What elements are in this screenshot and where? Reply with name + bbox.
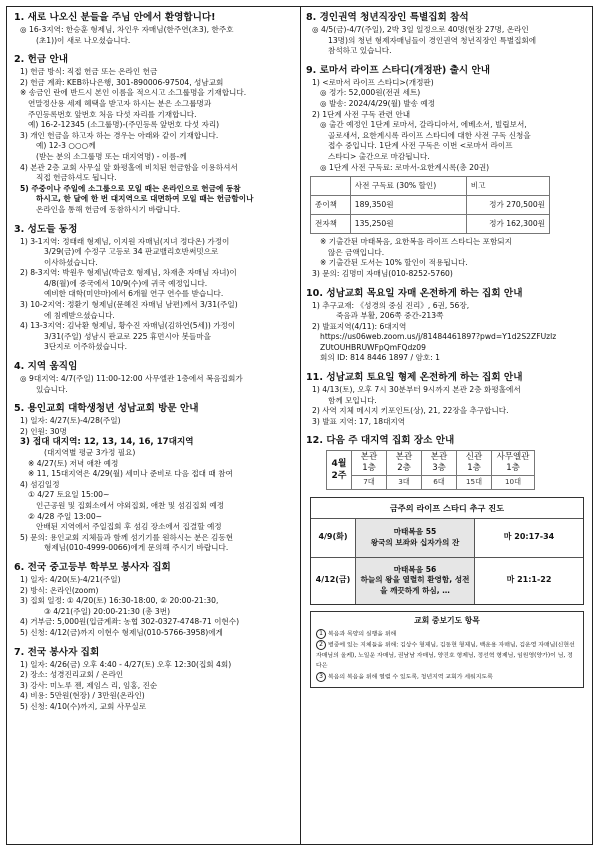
text-line: 2) 1단계 사전 구독 관련 안내 [312,109,411,119]
text-line: 골로새서, 요한계시록 라이프 스타디에 대한 사전 구독 신청을 [328,130,531,140]
section-title: 10. 성남교회 목요일 자매 온전하게 하는 집회 안내 [306,287,523,299]
text-line: 5) 주중이나 주일에 소그룹으로 모일 때는 온라인으로 헌금에 동참 [20,183,241,193]
section-welcome [14,11,297,46]
text-line: 인근공원 및 집회소에서 야외집회, 애찬 및 섬김집회 예정 [36,500,225,510]
prayer-item: 1 복음과 목양의 실행을 위해 [316,629,578,640]
study-book: 마태복음 55 [393,527,437,537]
text-line: 5) 문의: 용인교회 지체들과 함께 섬기기를 원하시는 분은 김동현 [20,532,234,542]
place-cell: 사무엘관 1층 [492,451,535,476]
number-two-icon: 2 [316,640,326,650]
group-cell: 7대 [352,476,387,490]
section-title: 5. 용인교회 대학생청년 성남교회 방문 안내 [14,403,199,415]
text-line: ◎ 9대지역: 4/7(주일) 11:00-12:00 사무엘관 1층에서 복음집회가 [20,374,243,384]
text-line: ※ 송금인 란에 반드시 본인 이름을 적으시고 소그룹명을 기재합니다. [20,88,247,98]
text-line: ※ 11, 15대지역은 4/29(월) 세미나 준비로 다음 접대 때 참여 [28,469,233,479]
table-cell: 135,250원 [350,215,466,234]
text-line: 1) 헌금 방식: 직접 헌금 또는 온라인 헌금 [20,67,158,77]
table-cell: 종이책 [311,196,351,215]
week-label: 4월 2주 [327,451,352,490]
text-line: 죽음과 부활, 206쪽 중간-213쪽 [336,311,444,321]
text-line: 에 침례받으셨습니다. [44,310,115,320]
place-cell: 본관 1층 [352,451,387,476]
text-line: 2) 8-3지역: 박원우 형제님(박금호 형제님, 차재춘 자매님 자녀)이 [20,268,237,278]
text-line: 접수 중입니다. 1단계 사전 구독은 이번 <로마서 라이프 [328,141,513,151]
text-line: 있습니다. [36,384,68,394]
zoom-link[interactable]: ZUtOUHBRUWFpQmFQdz09 [320,342,426,352]
text-line: ◎ 정가: 52,000원(전권 세트) [320,88,421,98]
section-meeting-places [306,434,588,490]
place-cell: 본관 2층 [387,451,422,476]
text-line: ① 4/27 토요일 15:00~ [28,490,110,500]
text-line: 1) 4/13(토), 오후 7시 30분부터 9시까지 본관 2층 화평홀에서 [312,385,521,395]
text-line: 2) 헌금 계좌: KEB하나은행, 301-890006-97504, 성남교회 [20,77,224,87]
text-line: ③ 4/21(주일) 20:00-21:30 (총 3번) [44,606,171,616]
text-line: ◎ 16-3지역: 한승훈 형제님, 차인우 자매님(한주연(초3), 한주호 [20,25,234,34]
meeting-id: 회의 ID: 814 8446 1897 / 암호: 1 [320,353,440,363]
text-line: 하시고, 한 달에 한 번 대지역으로 대면하여 모일 때는 헌금함이나 [36,194,254,204]
number-three-icon: 3 [316,672,326,682]
section-title: 2. 헌금 안내 [14,54,69,66]
text-line: ◎ 4/5(금)-4/7(주일), 2박 3일 일정으로 40명(현장 27명, 온라인 [312,25,529,34]
section-title: 9. 로마서 라이프 스타디(개정판) 출시 안내 [306,64,491,76]
text-line: 3) 발표 지역: 17, 18대지역 [312,416,406,426]
section-title: 7. 전국 봉사자 집회 [14,646,100,658]
section-yongin-visit [14,402,297,554]
text-line: 1) 추구교재: 《성경의 중심 진리》, 6권, 56장, [312,300,470,310]
text-line: 이사하셨습니다. [44,257,98,267]
text-line: ② 4/28 주일 13:00~ [28,511,103,521]
text-line: 2) 장소: 성경진리교회 / 온라인 [20,670,124,680]
right-column [306,9,588,688]
section-servers-meeting [14,646,297,713]
text-line: 참석하고 있습니다. [328,46,392,56]
text-line: ◎ 발송: 2024/4/29(월) 발송 예정 [320,98,436,108]
text-line: 2) 발표지역(4/11): 6대지역 [312,321,407,331]
study-date: 4/9(화) [311,518,356,557]
place-cell: 신관 1층 [457,451,492,476]
section-sisters-meeting [306,287,588,365]
text-line: 직접 헌금하셔도 됩니다. [36,173,117,183]
text-line: 3/31(주일) 성남시 판교로 225 휴먼시아 봇들마을 [44,331,211,341]
group-cell: 6대 [422,476,457,490]
box-title: 금주의 라이프 스타디 추구 진도 [389,503,505,514]
text-line: 온라인을 통해 헌금에 동참하시기 바랍니다. [36,204,181,214]
text-line: 3) 접대 대지역: 12, 13, 14, 16, 17대지역 [20,437,194,448]
life-study-table [311,518,583,604]
text-line: ※ 기출간된 마태복음, 요한복음 라이프 스타디는 포함되지 [320,237,512,247]
section-title: 6. 전국 중고등부 학부모 봉사자 집회 [14,561,171,573]
group-cell: 3대 [387,476,422,490]
text-line: (받는 분의 소그룹명 또는 대지역명) - 이름-께 [36,151,187,161]
section-youth-conference [306,11,588,57]
prayer-title: 교회 중보기도 항목 [414,615,480,625]
text-line: ◎ 1단계 사전 구독료: 로마서-요한계시록(총 20권) [320,162,490,172]
place-cell: 본관 3층 [422,451,457,476]
table-cell [311,177,351,196]
section-title: 12. 다음 주 대지역 집회 장소 안내 [306,435,455,447]
text-line: 2) 인원: 30명 [20,426,67,436]
group-cell: 10대 [492,476,535,490]
text-line: 예) 16-2-12345 (소그룹명)-(주민등록 앞번호 다섯 자리) [28,120,220,130]
text-line: 형제님(010-4999-0066)에게 문의해 주시기 바랍니다. [44,543,229,553]
text-line: 연말정산용 세제 혜택을 받고자 하시는 분은 소그룹명과 [28,98,212,108]
text-line: 1) 3-1지역: 정태래 형제님, 이지원 자매님(지녀 정다온) 가정이 [20,236,230,246]
section-member-news [14,223,297,354]
text-line: 스타디> 출간으로 마감됩니다. [328,151,430,161]
text-line: 함께 모입니다. [328,395,377,405]
text-line: ※ 4/27(토) 저녁 애찬 예정 [28,458,119,468]
study-book: 마태복음 56 [393,564,437,574]
section-brothers-meeting [306,371,588,427]
text-line: 4) 비용: 5만원(현장) / 3만원(온라인) [20,691,145,701]
study-subject: 하늘의 왕을 열렬히 환영함, 성전을 깨끗하게 하심, … [360,575,470,595]
section-title: 3. 성도들 동정 [14,223,78,235]
table-cell: 정가 162,300원 [466,215,549,234]
number-one-icon: 1 [316,629,326,639]
text-line: ※ 기출간된 도서는 10% 할인이 적용됩니다. [320,258,468,268]
section-region-activity [14,360,297,395]
study-reference: 마 20:17-34 [475,518,584,557]
table-row [311,196,550,215]
prayer-box [310,611,584,688]
subscription-price-table [310,176,550,234]
text-line: 5) 신청: 4/10(수)까지, 교회 사무실로 [20,701,147,711]
prayer-item: 3 복음의 복음을 위해 열렬 수 있도록, 청년지역 교회가 세워지도록 [316,672,578,683]
bulletin-page [6,6,593,845]
text-line: 2) 방식: 온라인(zoom) [20,585,99,595]
study-reference: 마 21:1-22 [475,557,584,604]
text-line: 4) 본관 2층 교회 사무실 앞 화평홀에 비치된 헌금함을 이용하셔서 [20,162,238,172]
prayer-item: 2 병중에 있는 지체들을 위해: 김상수 형제님, 김동현 형제님, 백운용 자매님, 김운영 자매님(신현선 자매님의 올케), 노일운 자매님, 권남남 자매님, 양진호 형제님, 정선혁 형제님, 임원영(양가)이 님, 정다은 [316,641,575,670]
group-cell: 15대 [457,476,492,490]
text-line: 3) 개인 헌금을 하고자 하는 경우는 아래와 같이 기재합니다. [20,130,219,140]
text-line: 1) 일자: 4/27(토)-4/28(주일) [20,416,121,426]
text-line: 1) <로마서 라이프 스타디>(개정판) [312,77,434,87]
study-topic [356,557,475,604]
text-line: 예) 12-3 ○○○께 [36,141,96,151]
text-line: 예비한 대학(미얀마)에서 6개월 연구 연수를 받습니다. [44,289,224,299]
table-cell: 사전 구독료 (30% 할인) [350,177,466,196]
text-line: 4) 거부금: 5,000원(입금계좌: 농협 302-0327-4748-71 이현수) [20,617,240,627]
meeting-place-table [326,450,535,490]
study-topic [356,518,475,557]
study-date: 4/12(금) [311,557,356,604]
text-line: 1) 일자: 4/20(토)-4/21(주일) [20,574,121,584]
text-line: 4/8(월)에 중국에서 10/9(수)에 귀국 예정입니다. [44,278,208,288]
table-header-row [311,177,550,196]
study-subject: 왕국의 보좌와 십자가의 잔 [370,537,460,547]
table-cell: 전자책 [311,215,351,234]
prayer-list [311,629,583,687]
table-row [311,215,550,234]
section-title: 1. 새로 나오신 분들을 주님 안에서 환영합니다! [14,12,216,23]
text-line: 13명)의 청년 형제자매님들이 경인권역 청년직장인 특별집회에 [328,35,537,45]
text-line: 4) 섬김일정 [20,479,60,489]
table-cell: 정가 270,500원 [466,196,549,215]
text-line: 5) 신청: 4/12(금)까지 이현수 형제님(010-5766-3958)에게 [20,627,223,637]
section-title: 11. 성남교회 토요일 형제 온전하게 하는 집회 안내 [306,372,523,384]
text-line: 안배된 지역에서 주일집회 후 섬김 장소에서 집결할 예정 [36,522,222,532]
table-row [311,557,583,604]
text-line: 3) 집회 일정: ① 4/20(토) 16:30-18:00, ② 20:00-21:30, [20,596,219,606]
table-cell: 비고 [466,177,549,196]
text-line: ◎ 출간 예정인 1단계 로마서, 갈라디아서, 에베소서, 빌립보서, [320,120,527,130]
section-offering [14,53,297,215]
section-title: 8. 경인권역 청년직장인 특별집회 참석 [306,12,469,23]
text-line: 3) 문의: 김명미 자매님(010-8252-5760) [312,268,453,278]
text-line: 주민등록번호 앞번호 처음 다섯 자리를 기재합니다. [28,109,197,119]
section-title: 4. 지역 움직임 [14,361,78,373]
column-divider [300,7,301,844]
text-line: 3) 강사: 미노루 젠, 제임스 리, 임홍, 진순 [20,680,158,690]
text-line: 않은 금액입니다. [328,247,385,257]
table-row [311,518,583,557]
left-column [14,9,297,719]
section-life-study-release [306,64,588,280]
text-line: 2) 사역 지체 메시지 키포인트(상), 21, 22장을 추구합니다. [312,406,509,416]
text-line: 3/29(금)에 수정구 고등로 34 판교밸리호반써밋으로 [44,247,219,257]
text-line: 3단지로 이주하셨습니다. [44,342,128,352]
table-cell: 189,350원 [350,196,466,215]
text-line: 1) 일자: 4/26(금) 오후 4:40 - 4/27(토) 오후 12:30(집회 4회) [20,659,232,669]
section-parents-meeting [14,561,297,639]
life-study-progress-box [310,497,584,605]
text-line: 4) 13-3지역: 김낙환 형제님, 황수진 자매님(김하연(5세)) 가정이 [20,321,236,331]
text-line: (초1))이 새로 나오셨습니다. [36,35,131,45]
zoom-link[interactable]: https://us06web.zoom.us/j/81484461897?pwd=Y1d2S2ZFUzlz [320,332,557,342]
text-line: (대지역별 평균 3가정 필요) [44,448,136,457]
text-line: 3) 10-2지역: 정환기 형제님(문혜진 자매님 남편)께서 3/31(주일) [20,300,238,310]
